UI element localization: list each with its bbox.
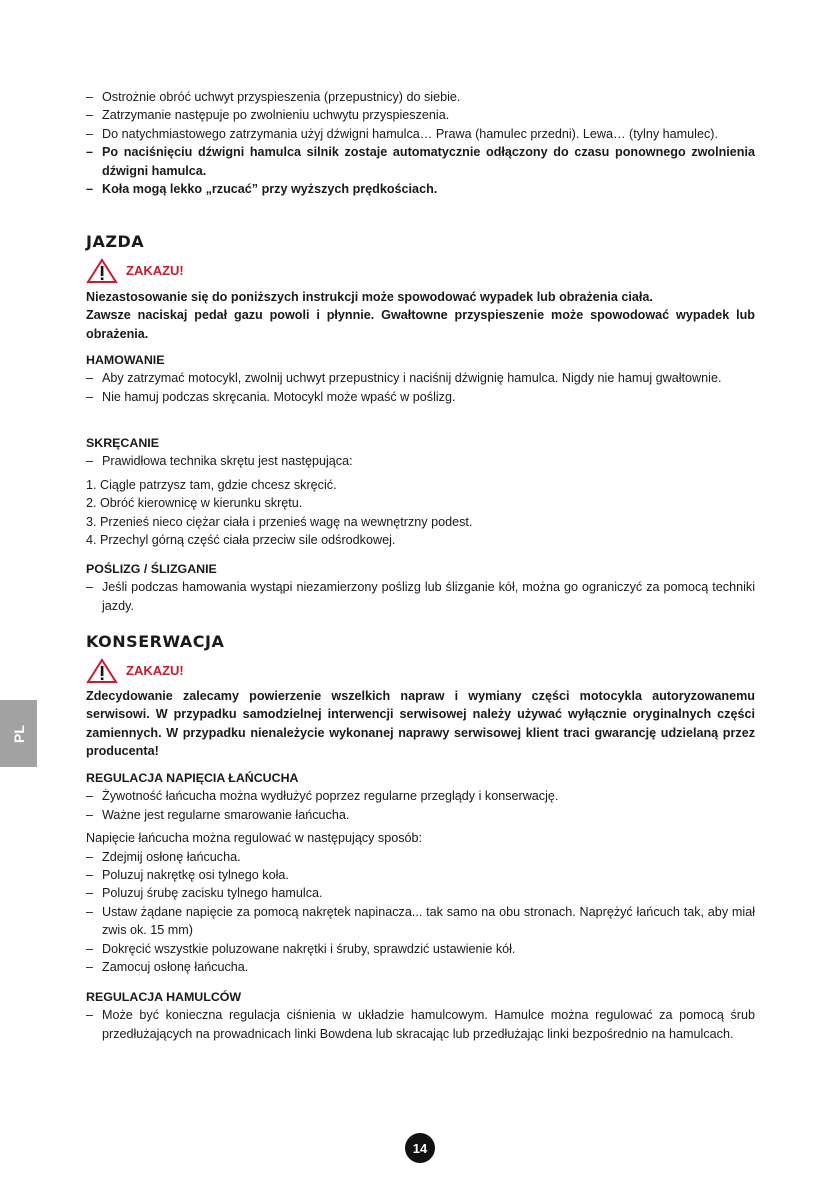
list-item: – Prawidłowa technika skrętu jest następująca:	[86, 452, 755, 470]
hamowanie-section	[86, 351, 755, 406]
section-title-jazda: JAZDA	[86, 232, 145, 251]
warning-label: ZAKAZU!	[126, 662, 184, 678]
intro-list	[86, 88, 755, 198]
list-item: – Do natychmiastowego zatrzymania użyj dźwigni hamulca… Prawa (hamulec przedni). Lewa… (tylny hamulec).	[86, 125, 755, 143]
step: 2. Obróć kierownicę w kierunku skrętu.	[86, 496, 303, 511]
list-item: – Jeśli podczas hamowania wystąpi niezamierzony poślizg lub ślizganie kół, można go ograniczyć za pomocą techniki jazdy.	[86, 578, 755, 615]
subsection-title: HAMOWANIE	[86, 353, 165, 367]
subsection-title: SKRĘCANIE	[86, 436, 159, 450]
warning-header	[86, 258, 755, 284]
step: 1. Ciągle patrzysz tam, gdzie chcesz skręcić.	[86, 477, 337, 492]
list-item: – Ustaw żądane napięcie za pomocą nakrętek napinacza... tak samo na obu stronach. Naprężyć łańcuch tak, aby miał zwis ok. 15 mm)	[86, 903, 755, 940]
subsection-title: REGULACJA HAMULCÓW	[86, 990, 242, 1004]
step: 4. Przechyl górną część ciała przeciw sile odśrodkowej.	[86, 533, 396, 548]
subsection-title: REGULACJA NAPIĘCIA ŁAŃCUCHA	[86, 771, 299, 785]
warning-text: Zdecydowanie zalecamy powierzenie wszelkich napraw i wymiany części motocykla autoryzowanemu serwisowi. W przypadku samodzielnej interwencji serwisowej należy używać wyłącznie oryginalnych części zamiennych. W przypadku nienależycie wykonanej naprawy serwisowej klient traci gwarancję udzielaną przez producenta!	[86, 689, 755, 759]
language-tab	[0, 700, 37, 767]
warning-triangle-icon	[86, 258, 118, 284]
paragraph: Napięcie łańcucha można regulować w następujący sposób:	[86, 831, 423, 846]
warning-triangle-icon	[86, 658, 118, 684]
warning-label: ZAKAZU!	[126, 262, 184, 278]
skrecanie-section	[86, 434, 755, 549]
page-number: 14	[405, 1133, 435, 1163]
subsection-title: POŚLIZG / ŚLIZGANIE	[86, 562, 217, 576]
poslizg-section	[86, 560, 755, 615]
step: 3. Przenieś nieco ciężar ciała i przenieś wagę na wewnętrzny podest.	[86, 514, 473, 529]
list-item: – Dokręcić wszystkie poluzowane nakrętki i śruby, sprawdzić ustawienie kół.	[86, 940, 755, 958]
hamulce-section	[86, 988, 755, 1043]
list-item: – Zatrzymanie następuje po zwolnieniu uchwytu przyspieszenia.	[86, 106, 755, 124]
language-label: PL	[10, 724, 27, 743]
warning-text	[86, 288, 755, 343]
list-item: – Zdejmij osłonę łańcucha.	[86, 848, 755, 866]
list-item: – Nie hamuj podczas skręcania. Motocykl może wpaść w poślizg.	[86, 388, 755, 406]
warning-line: Niezastosowanie się do poniższych instrukcji może spowodować wypadek lub obrażenia ciała.	[86, 290, 653, 304]
lancuch-section	[86, 769, 755, 976]
list-item: – Koła mogą lekko „rzucać” przy wyższych prędkościach.	[86, 180, 755, 198]
list-item: – Ważne jest regularne smarowanie łańcucha.	[86, 806, 755, 824]
list-item: – Po naciśnięciu dźwigni hamulca silnik zostaje automatycznie odłączony do czasu ponownego zwolnienia dźwigni hamulca.	[86, 143, 755, 180]
warning-header	[86, 658, 755, 684]
list-item: – Poluzuj śrubę zacisku tylnego hamulca.	[86, 884, 755, 902]
list-item: – Aby zatrzymać motocykl, zwolnij uchwyt przepustnicy i naciśnij dźwignię hamulca. Nigdy nie hamuj gwałtownie.	[86, 369, 755, 387]
list-item: – Poluzuj nakrętkę osi tylnego koła.	[86, 866, 755, 884]
list-item: – Ostrożnie obróć uchwyt przyspieszenia (przepustnicy) do siebie.	[86, 88, 755, 106]
warning-line: Zawsze naciskaj pedał gazu powoli i płynnie. Gwałtowne przyspieszenie może spowodować wypadek lub obrażenia.	[86, 308, 755, 341]
list-item: – Żywotność łańcucha można wydłużyć poprzez regularne przeglądy i konserwację.	[86, 787, 755, 805]
section-title-konserwacja: KONSERWACJA	[86, 632, 225, 651]
list-item: – Może być konieczna regulacja ciśnienia w układzie hamulcowym. Hamulce można regulować za pomocą śrub przedłużających na prowadnicach linki Bowdena lub skracając lub przedłużając linki bezpośrednio na hamulcach.	[86, 1006, 755, 1043]
list-item: – Zamocuj osłonę łańcucha.	[86, 958, 755, 976]
